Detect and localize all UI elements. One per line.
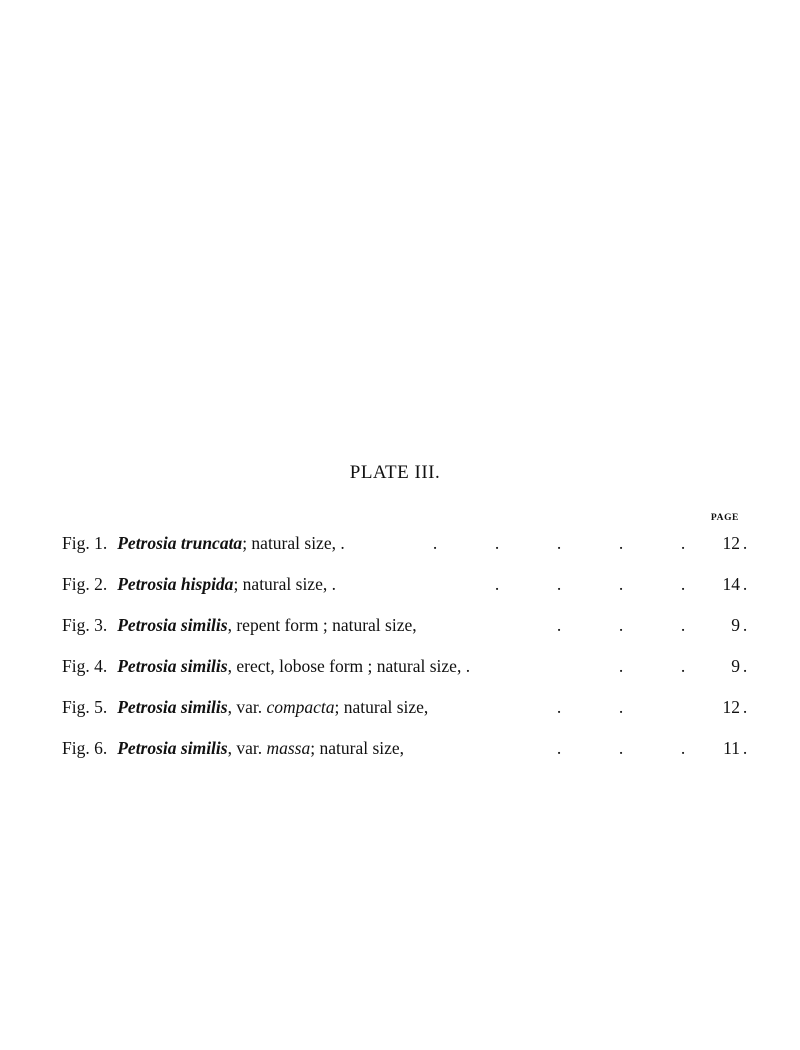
leader-dot: . [618,533,624,553]
leader-dot: . [680,738,686,758]
leader-dot: . [494,574,500,594]
leader-dot: . [618,574,624,594]
page-number: 14 [722,574,740,594]
figure-number: Fig. 5. [62,697,108,717]
entry-pre-text: , var. [227,738,267,758]
species-name: Petrosia hispida [117,574,234,594]
figure-entry-5 [62,694,748,735]
figure-number: Fig. 3. [62,615,108,635]
leader-dot: . [556,615,562,635]
leader-dot: . [680,656,686,676]
entry-text: ; natural size, [310,738,405,758]
species-name: Petrosia similis [117,615,228,635]
figure-number: Fig. 4. [62,656,108,676]
species-name: Petrosia truncata [117,533,243,553]
leader-dot: . [618,615,624,635]
leader-dot: . [680,574,686,594]
page-number: 9 [731,615,740,635]
leader-dot: . [618,697,624,717]
figure-number: Fig. 2. [62,574,108,594]
figure-list [62,530,748,776]
leader-dot: . [556,533,562,553]
entry-text: ; natural size, . [242,533,345,553]
entry-text: ; natural size, . [233,574,336,594]
leader-dot: . [742,697,748,717]
leader-dot: . [742,738,748,758]
leader-dot: . [556,574,562,594]
variety-name: compacta [266,697,335,717]
entry-description [62,735,404,761]
figure-entry-2 [62,571,748,612]
page-number: 12 [722,533,740,553]
entry-pre-text: , var. [227,697,267,717]
leader-dot: . [742,533,748,553]
leader-dot: . [618,738,624,758]
entry-description [62,571,336,597]
leader-dot: . [742,615,748,635]
entry-description [62,612,417,638]
page-number: 12 [722,697,740,717]
figure-entry-6 [62,735,748,776]
leader-dot: . [556,738,562,758]
species-name: Petrosia similis [117,738,228,758]
figure-entry-3 [62,612,748,653]
species-name: Petrosia similis [117,656,228,676]
leader-dot: . [432,533,438,553]
leader-dot: . [680,615,686,635]
leader-dot: . [618,656,624,676]
page-column-header: PAGE [710,513,739,523]
entry-description [62,653,470,679]
leader-dot: . [494,533,500,553]
entry-text: , erect, lobose form ; natural size, . [227,656,471,676]
leader-dot: . [556,697,562,717]
plate-title: PLATE III. [349,462,441,483]
species-name: Petrosia similis [117,697,228,717]
page-number: 11 [723,738,740,758]
entry-description [62,694,428,720]
leader-dot: . [742,574,748,594]
variety-name: massa [266,738,311,758]
leader-dot: . [742,656,748,676]
leader-dot: . [680,533,686,553]
entry-description [62,530,345,556]
figure-entry-4 [62,653,748,694]
figure-number: Fig. 6. [62,738,108,758]
page-number: 9 [731,656,740,676]
entry-text: , repent form ; natural size, [227,615,417,635]
figure-entry-1 [62,530,748,571]
entry-text: ; natural size, [334,697,429,717]
figure-number: Fig. 1. [62,533,108,553]
